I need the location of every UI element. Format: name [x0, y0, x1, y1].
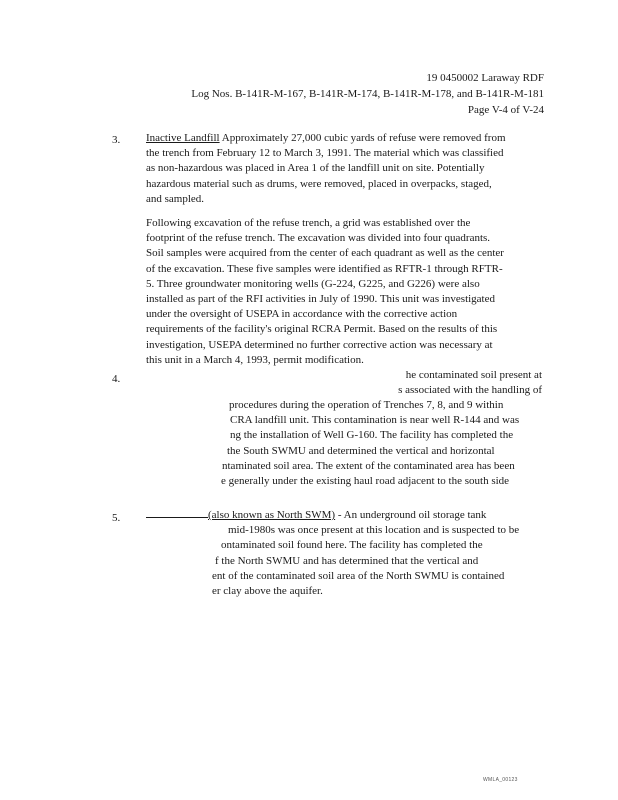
header-page-number: Page V-4 of V-24: [467, 104, 544, 116]
header-permit-line: 19 0450002 Laraway RDF: [426, 72, 544, 84]
item-3-line: of the excavation. These five samples were identified as RFTR-1 through RFTR-: [146, 262, 503, 275]
bates-stamp: WMLA_00123: [483, 777, 518, 783]
item-3-title: Inactive Landfill: [146, 132, 220, 144]
item-3-line: installed as part of the RFI activities in July of 1990. This unit was investigated: [146, 293, 495, 306]
item-4-line: procedures during the operation of Trenches 7, 8, and 9 within: [229, 399, 504, 411]
item-5-line: f the North SWMU and has determined that the vertical and: [215, 554, 479, 567]
item-3-line: 5. Three groundwater monitoring wells (G-224, G225, and G226) were also: [146, 277, 480, 290]
item-3-line: as non-hazardous was placed in Area 1 of the landfill unit on site. Potentially: [146, 162, 485, 175]
item-4-line: CRA landfill unit. This contamination is near well R-144 and was: [230, 414, 520, 427]
item-3-paragraph-1: [146, 131, 506, 207]
item-3-line: the trench from February 12 to March 3, 1991. The material which was classified: [146, 147, 504, 160]
item-3-paragraph-2: [146, 216, 504, 368]
page-header: [104, 70, 544, 118]
item-3-line: hazardous material such as drums, were removed, placed in overpacks, staged,: [146, 177, 492, 190]
item-3-line: footprint of the refuse trench. The excavation was divided into four quadrants.: [146, 232, 491, 245]
item-4-number: 4.: [112, 373, 121, 385]
item-4-paragraph-body: [221, 398, 519, 489]
item-5-number: 5.: [112, 512, 121, 524]
item-5-line: er clay above the aquifer.: [212, 585, 323, 598]
item-4-line: e generally under the existing haul road adjacent to the south side: [221, 475, 510, 488]
item-3-number: 3.: [112, 134, 121, 146]
item-3-line: investigation, USEPA determined no further corrective action was necessary at: [146, 338, 493, 351]
item-3-line: Soil samples were acquired from the center of each quadrant as well as the center: [146, 247, 504, 260]
item-4-line: s associated with the handling of: [398, 384, 542, 397]
item-3-line: and sampled.: [146, 192, 205, 205]
item-5-paragraph: [146, 507, 519, 599]
item-3-line: this unit in a March 4, 1993, permit modification.: [146, 353, 364, 366]
item-3-line: requirements of the facility's original RCRA Permit. Based on the results of this: [146, 323, 498, 336]
item-5-line: - An underground oil storage tank: [335, 509, 487, 521]
redacted-blank: [146, 507, 208, 518]
item-4-line: he contaminated soil present at: [405, 369, 542, 381]
item-5-line: mid-1980s was once present at this location and is suspected to be: [228, 524, 520, 537]
item-5-title: (also known as North SWM): [208, 509, 336, 521]
item-4-line: ntaminated soil area. The extent of the contaminated area has been: [222, 459, 515, 472]
item-5-line: ent of the contaminated soil area of the North SWMU is contained: [212, 569, 505, 582]
item-4-paragraph-head: [398, 368, 542, 398]
item-3-line: Following excavation of the refuse trench, a grid was established over the: [146, 217, 471, 229]
item-3-line: under the oversight of USEPA in accordance with the corrective action: [146, 308, 458, 321]
header-log-numbers: Log Nos. B-141R-M-167, B-141R-M-174, B-141R-M-178, and B-141R-M-181: [191, 88, 544, 100]
item-5-line: ontaminated soil found here. The facility has completed the: [221, 539, 483, 552]
item-3-line: Approximately 27,000 cubic yards of refuse were removed from: [219, 132, 506, 144]
item-4-line: the South SWMU and determined the vertical and horizontal: [227, 444, 495, 457]
item-4-line: ng the installation of Well G-160. The facility has completed the: [230, 429, 514, 442]
